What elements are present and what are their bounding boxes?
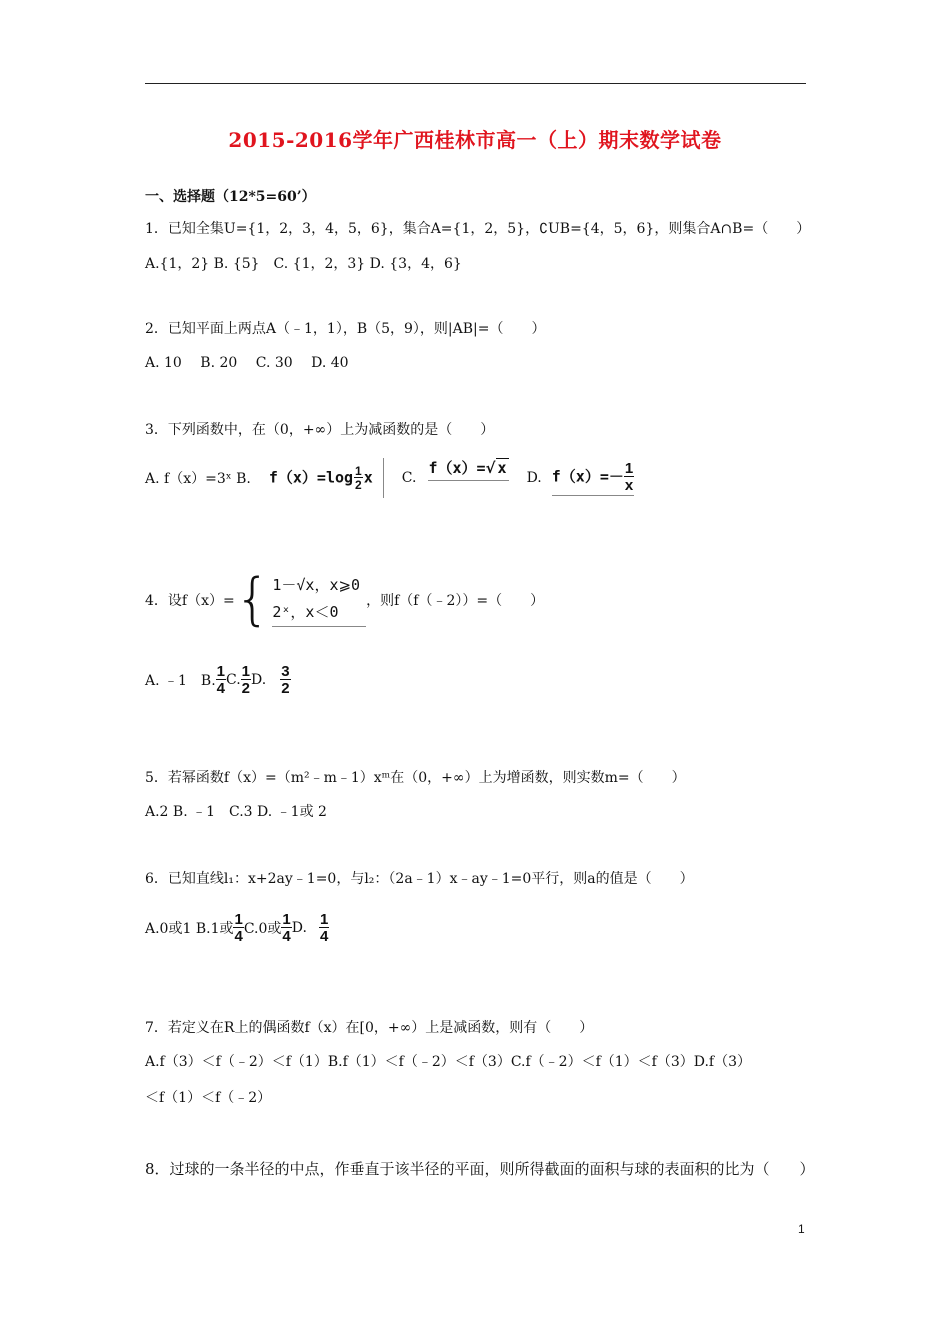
question-3-options (145, 458, 634, 498)
q4-d-frac (280, 664, 290, 696)
q6-c-frac (281, 912, 291, 944)
q3-option-b-formula (269, 465, 373, 491)
q3-option-c-label: C. (401, 470, 417, 486)
q4-case-2: 2ˣ，x＜0 (272, 602, 339, 621)
question-2-options: A. 10 B. 20 C. 30 D. 40 (145, 355, 349, 371)
page-number: 1 (798, 1222, 805, 1236)
q6-c-num: 1 (282, 911, 291, 928)
q6-option-a-b: A.0或1 B.1或 (145, 921, 234, 937)
q3-b-base (354, 465, 363, 491)
q6-d-frac (319, 912, 329, 944)
q4-c-frac (241, 664, 251, 696)
question-6-stem: 6．已知直线l₁：x+2ay﹣1=0，与l₂：（2a﹣1）x﹣ay﹣1=0平行，则a的值是（ ） (145, 871, 694, 887)
q3-b-divider (383, 458, 384, 498)
q4-d-den: 2 (281, 680, 290, 697)
q6-c-den: 4 (282, 928, 291, 945)
question-3-stem: 3．下列函数中，在（0，+∞）上为减函数的是（ ） (145, 422, 495, 438)
question-8-stem: 8．过球的一条半径的中点，作垂直于该半径的平面，则所得截面的面积与球的表面积的比为（ ） (145, 1160, 815, 1178)
q4-stem-post: ，则f（f（﹣2））=（ ） (366, 593, 545, 609)
q3-c-expr: f（x）= (428, 459, 486, 477)
q3-b-expr: f（x）=log (268, 468, 354, 487)
q4-cases (272, 574, 366, 627)
q4-c-num: 1 (241, 663, 251, 680)
question-5-options: A.2 B. ﹣1 C.3 D. ﹣1或 2 (145, 804, 327, 820)
q3-d-expr: f（x）=－ (551, 467, 624, 485)
q3-b-arg: x (363, 468, 373, 487)
q6-option-c: C.0或 (243, 921, 282, 937)
question-7-stem: 7．若定义在R上的偶函数f（x）在[0，+∞）上是减函数，则有（ ） (145, 1020, 594, 1036)
q3-b-base-num: 1 (355, 464, 362, 478)
q6-option-d: D. (291, 920, 307, 936)
question-4-options (145, 664, 291, 696)
q3-option-c-formula (428, 457, 508, 481)
sqrt-icon: √ (485, 459, 496, 477)
question-5-stem: 5．若幂函数f（x）=（m²﹣m﹣1）xᵐ在（0，+∞）上为增函数，则实数m=（ ） (145, 770, 686, 786)
q3-option-d-label: D. (526, 470, 542, 486)
q3-option-a: A. f（x）=3ˣ B. (145, 471, 251, 487)
question-4-stem (145, 567, 545, 632)
question-7-options-line-2: ＜f（1）＜f（﹣2） (145, 1090, 272, 1106)
q3-c-arg: x (497, 459, 507, 477)
q4-b-num: 1 (216, 663, 225, 680)
q4-c-den: 2 (241, 680, 251, 697)
section-heading: 一、选择题（12*5=60’） (145, 189, 316, 205)
q6-b-den: 4 (234, 928, 243, 945)
question-1-options: A.{1，2} B. {5} C. {1，2，3} D. {3，4，6} (145, 256, 462, 272)
question-2-stem: 2．已知平面上两点A（﹣1，1），B（5，9），则|AB|=（ ） (145, 321, 546, 337)
q6-d-num: 1 (319, 911, 329, 928)
header-rule (145, 83, 806, 84)
q4-b-frac (216, 664, 226, 696)
q4-case-1: 1－√x，x⩾0 (272, 575, 361, 594)
q4-stem-pre: 4．设f（x）= (145, 593, 235, 609)
q4-piecewise (234, 567, 366, 632)
brace-icon: { (234, 567, 271, 632)
q6-b-num: 1 (234, 911, 243, 928)
q4-option-a-b: A. ﹣1 B. (145, 673, 216, 689)
q4-d-num: 3 (281, 663, 290, 680)
q3-d-frac (624, 461, 634, 493)
q4-option-c: C. (226, 672, 241, 688)
question-1-stem: 1．已知全集U={1，2，3，4，5，6}，集合A={1，2，5}，∁UB={4，5，6}，则集合A∩B=（ ） (145, 221, 811, 237)
q4-b-den: 4 (216, 680, 225, 697)
page-title: 2015-2016学年广西桂林市高一（上）期末数学试卷 (228, 128, 722, 152)
q6-d-den: 4 (319, 928, 329, 945)
question-7-options-line-1: A.f（3）＜f（﹣2）＜f（1）B.f（1）＜f（﹣2）＜f（3）C.f（﹣2）＜f（1）＜f（3）D.f（3） (145, 1054, 752, 1070)
q3-d-den: x (624, 476, 634, 494)
q3-b-base-den: 2 (355, 478, 362, 492)
q6-b-frac (233, 912, 243, 944)
q3-d-num: 1 (624, 459, 634, 477)
q3-option-d-formula (552, 461, 634, 496)
q4-option-d: D. (251, 672, 267, 688)
question-6-options (145, 912, 329, 944)
